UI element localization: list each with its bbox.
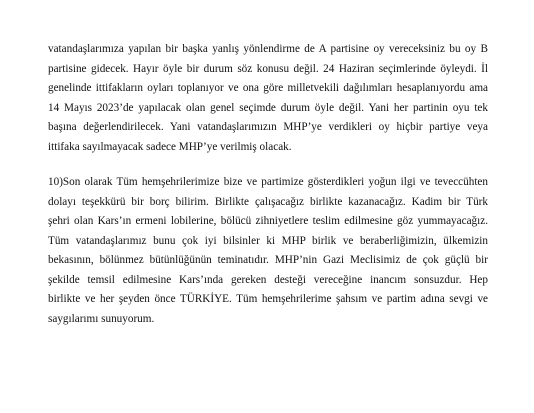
text-line: dolayı teşekkürü bir borç bilirim. Birlikte çalışacağız birlikte kazanacağız. Kadim bir Türk [48, 195, 488, 208]
paragraph-ballot-explanation [48, 40, 488, 157]
text-line: başına değerlendirilecek. Yani vatandaşlarımızın MHP’ye verdikleri oy hiçbir partiye veya [48, 121, 488, 133]
text-line: şekilde temsil edilmesine Kars’ında gereken desteği vereceğine inancım sonsuzdur. Hep [48, 273, 488, 286]
text-line: şehri olan Kars’ın ermeni lobilerine, bölücü zihniyetlere teslim edilmesine göz yummayacağız. [48, 215, 488, 227]
text-line: bekasının, bölünmez bütünlüğünün teminatıdır. MHP’nin Gazi Meclisimiz de çok güçlü bir [48, 254, 488, 266]
text-line: partisine gidecek. Hayır öyle bir durum söz konusu değil. 24 Haziran seçimlerinde öyleydi. İl [48, 62, 488, 75]
text-line: Tüm vatandaşlarımız bunu çok iyi bilsinler ki MHP birlik ve beraberliğimizin, ülkemizin [48, 234, 488, 247]
text-line: 14 Mayıs 2023’de yapılacak olan genel seçimde durum öyle değil. Yani her partinin oyu tek [48, 101, 488, 114]
text-line: ittifaka sayılmayacak sadece MHP’ye verilmiş olacak. [48, 140, 292, 153]
text-line: birlikte ve her şeyden önce TÜRKİYE. Tüm hemşehrilerime şahsım ve partim adına sevgi ve [48, 293, 488, 305]
text-line: 10)Son olarak Tüm hemşehrilerimize bize ve partimize gösterdikleri yoğun ilgi ve teveccühten [48, 176, 488, 188]
text-line: genelinde ittifakların oyları toplanıyor ve ona göre milletvekili dağılımları hesaplanıyordu ama [48, 82, 488, 94]
text-line: vatandaşlarımıza yapılan bir başka yanlış yönlendirme de A partisine oy vereceksiniz bu oy B [48, 43, 488, 55]
paragraph-closing-remarks [48, 173, 488, 329]
text-line: saygılarımı sunuyorum. [48, 312, 155, 325]
